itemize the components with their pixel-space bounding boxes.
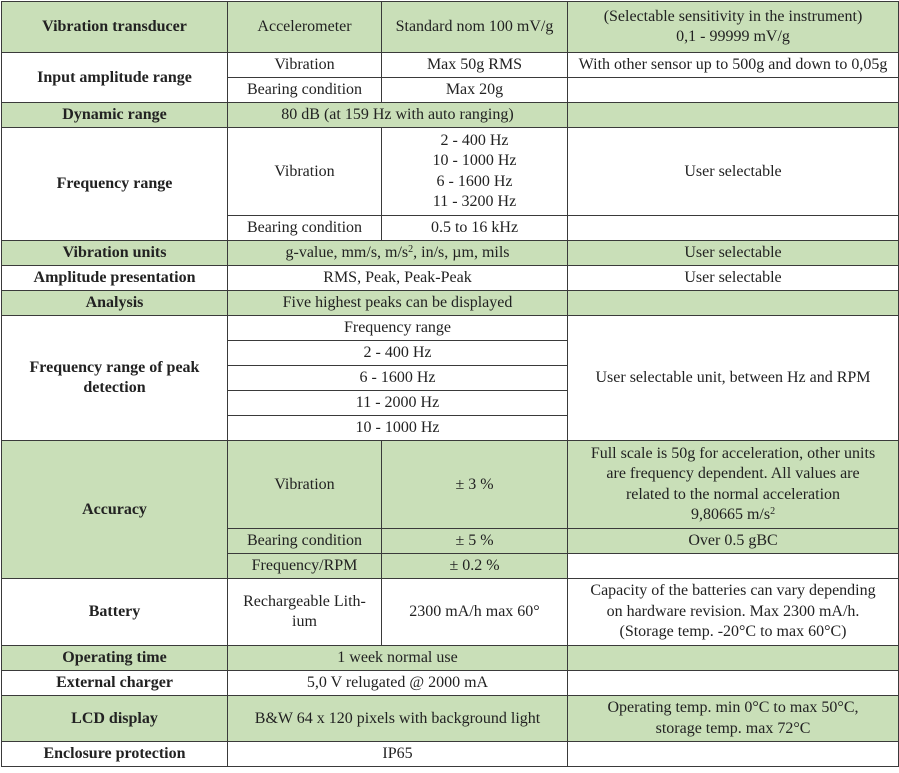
cell-empty [568,78,899,103]
cell-value: 80 dB (at 159 Hz with auto ranging) [228,103,568,128]
cell-note: User selectable [568,241,899,266]
row-label: External charger [2,671,228,696]
row-analysis [2,291,899,316]
row-vibration-units [2,241,899,266]
frequency-value: 6 - 1600 Hz [436,172,513,190]
note-line: (Selectable sensitivity in the instrument) [603,7,863,25]
cell-note: User selectable [568,266,899,291]
row-external-charger [2,671,899,696]
cell-value: Frequency range [228,316,568,341]
row-label: LCD display [2,696,228,742]
row-operating-time [2,646,899,671]
sub-label: Bearing condition [228,529,382,554]
cell-empty [568,216,899,241]
cell-value-list [382,128,568,216]
row-label: Analysis [2,291,228,316]
note-line: on hardware revision. Max 2300 mA/h. [606,602,860,620]
cell-value: Accelerometer [228,2,382,53]
note-line: (Storage temp. -20°C to max 60°C) [619,623,847,641]
row-label: Accuracy [2,441,228,579]
cell-empty [568,291,899,316]
cell-value: ± 3 % [382,441,568,529]
row-label [2,316,228,441]
sub-label: Bearing condition [228,78,382,103]
cell-note: User selectable unit, between Hz and RPM [568,316,899,441]
row-battery [2,579,899,646]
row-frequency-range [2,128,899,216]
cell-value: ± 0.2 % [382,554,568,579]
cell-empty [568,646,899,671]
row-label: Vibration units [2,241,228,266]
cell-value: Five highest peaks can be displayed [228,291,568,316]
sub-label: Frequency/RPM [228,554,382,579]
cell-note [568,696,899,742]
sub-label: Vibration [228,441,382,529]
cell-note: User selectable [568,128,899,216]
row-dynamic-range [2,103,899,128]
cell-value: IP65 [228,742,568,767]
note-line [572,505,894,526]
note-line: Full scale is 50g for acceleration, other units [590,444,876,462]
note-line: 0,1 - 99999 mV/g [676,28,790,45]
cell-empty [568,103,899,128]
superscript: 2 [408,244,414,255]
cell-value [228,579,382,646]
value-line: Rechargeable Lith- [243,592,366,610]
cell-value: 2 - 400 Hz [228,341,568,366]
label-line: detection [83,379,146,396]
units-text: g-value, mm/s, m/s [285,244,409,261]
row-accuracy [2,441,899,529]
note-line: Capacity of the batteries can vary depending [590,582,876,600]
cell-note [568,2,899,53]
row-label: Frequency range [2,128,228,241]
frequency-value: 10 - 1000 Hz [432,152,517,169]
row-label: Dynamic range [2,103,228,128]
row-label: Operating time [2,646,228,671]
cell-value: RMS, Peak, Peak-Peak [228,266,568,291]
cell-value: B&W 64 x 120 pixels with background light [228,696,568,742]
row-amplitude-presentation [2,266,899,291]
cell-value: ± 5 % [382,529,568,554]
note-line: are frequency dependent. All values are [606,465,860,482]
row-label: Vibration transducer [2,2,228,53]
row-vibration-transducer [2,2,899,53]
cell-value: 10 - 1000 Hz [228,416,568,441]
sub-label: Bearing condition [228,216,382,241]
spec-sheet [1,1,898,772]
cell-value [228,241,568,266]
row-label: Battery [2,579,228,646]
superscript: 2 [770,506,776,517]
cell-note: With other sensor up to 500g and down to 0,05g [568,53,899,78]
row-label: Input amplitude range [2,53,228,103]
cell-empty [568,742,899,767]
cell-value: Max 50g RMS [382,53,568,78]
sub-label: Vibration [228,128,382,216]
frequency-value: 2 - 400 Hz [440,131,509,149]
cell-note: Over 0.5 gBC [568,529,899,554]
specifications-table [1,1,899,767]
cell-value: 11 - 2000 Hz [228,391,568,416]
label-line: Frequency range of peak [29,359,200,376]
note-line: related to the normal acceleration [625,485,841,503]
cell-empty [568,671,899,696]
cell-value: 2300 mA/h max 60° [382,579,568,646]
row-label: Amplitude presentation [2,266,228,291]
units-text: , in/s, µm, mils [413,244,510,261]
note-line: Operating temp. min 0°C to max 50°C, [607,699,859,716]
frequency-value: 11 - 3200 Hz [432,193,517,210]
cell-value: Standard nom 100 mV/g [382,2,568,53]
cell-value: 0.5 to 16 kHz [382,216,568,241]
cell-value: 1 week normal use [228,646,568,671]
row-label: Enclosure protection [2,742,228,767]
cell-empty [568,554,899,579]
sub-label: Vibration [228,53,382,78]
cell-note [568,441,899,529]
note-line: storage temp. max 72°C [655,719,811,737]
row-input-amplitude-range [2,53,899,78]
note-text: 9,80665 m/s [690,506,771,523]
cell-note [568,579,899,646]
cell-value: Max 20g [382,78,568,103]
cell-value: 6 - 1600 Hz [228,366,568,391]
value-line: ium [292,613,317,630]
row-peak-detection [2,316,899,341]
cell-value: 5,0 V relugated @ 2000 mA [228,671,568,696]
row-lcd-display [2,696,899,742]
row-enclosure-protection [2,742,899,767]
